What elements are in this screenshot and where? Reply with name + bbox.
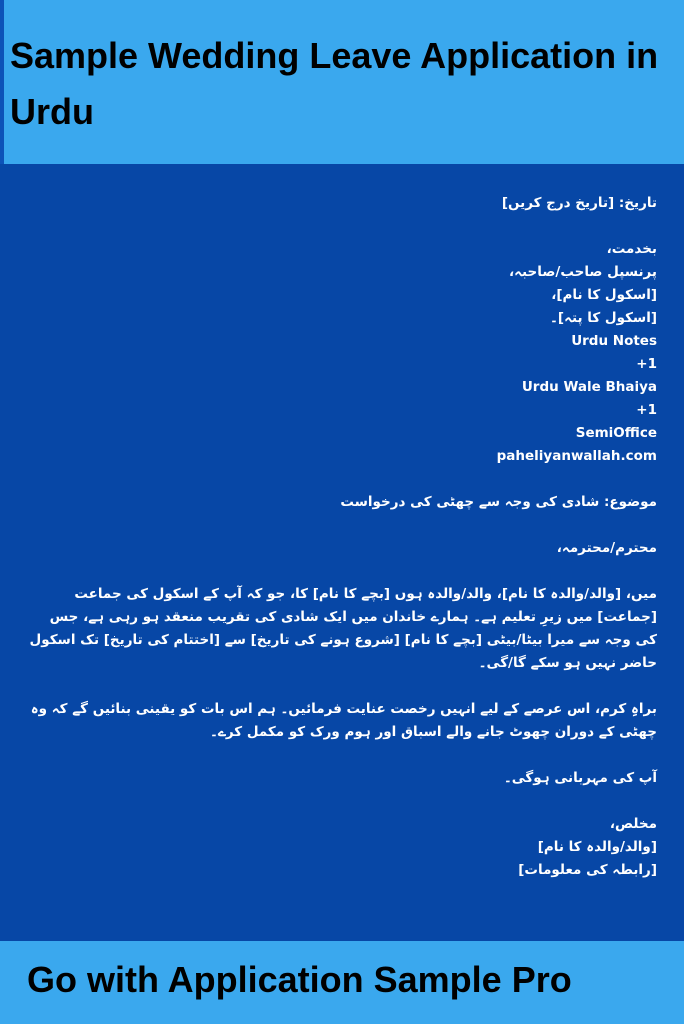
address-line: [اسکول کا پتہ]۔: [550, 310, 657, 326]
footer-banner: [0, 941, 684, 1024]
credit-line: Urdu Wale Bhaiya: [521, 379, 657, 395]
credit-line: SemiOffice: [575, 425, 657, 441]
application-letter: [24, 192, 657, 882]
app-promo-link[interactable]: Go with Application Sample Pro: [27, 959, 572, 1000]
letter-body-paragraph: براہِ کرم، اس عرصے کے لیے انہیں رخصت عنایت فرمائیں۔ ہم اس بات کو یقینی بنائیں گے کہ وہ چھٹی کے دوران چھوٹ جانے والے اسباق اور ہوم ورک کو مکمل کرے۔: [30, 701, 657, 740]
header-banner: [0, 0, 684, 164]
credit-line: +1: [636, 356, 657, 372]
page-title: Sample Wedding Leave Application in Urdu: [10, 35, 659, 132]
address-line: پرنسپل صاحب/صاحبہ،: [509, 264, 657, 280]
letter-subject: موضوع: شادی کی وجہ سے چھٹی کی درخواست: [340, 494, 657, 510]
letter-body-paragraph: میں، [والد/والدہ کا نام]، والد/والدہ ہوں [بچے کا نام] کا، جو کہ آپ کے اسکول کی جماعت [جماعت] میں زیرِ تعلیم ہے۔ ہمارے خاندان میں ایک شادی کی تقریب منعقد ہو رہی ہے، جس کی وجہ سے میرا بیٹا/بیٹی [بچے کا نام] [شروع ہونے کی تاریخ] سے [اختتام کی تاریخ] تک اسکول حاضر نہیں ہو سکے گا/گی۔: [29, 586, 657, 671]
signature-name: [والد/والدہ کا نام]: [537, 839, 657, 855]
signature-contact: [رابطہ کی معلومات]: [518, 862, 657, 878]
credit-line: +1: [636, 402, 657, 418]
credit-link[interactable]: paheliyanwallah.com: [496, 448, 657, 464]
address-line: [اسکول کا نام]،: [551, 287, 657, 303]
letter-thanks: آپ کی مہربانی ہوگی۔: [503, 770, 657, 786]
credit-line: Urdu Notes: [571, 333, 657, 349]
address-line: بخدمت،: [606, 241, 657, 257]
letter-panel: [0, 164, 684, 941]
letter-salutation: محترم/محترمہ،: [556, 540, 657, 556]
letter-date: تاریخ: [تاریخ درج کریں]: [501, 195, 657, 211]
letter-closing: مخلص،: [609, 816, 657, 832]
